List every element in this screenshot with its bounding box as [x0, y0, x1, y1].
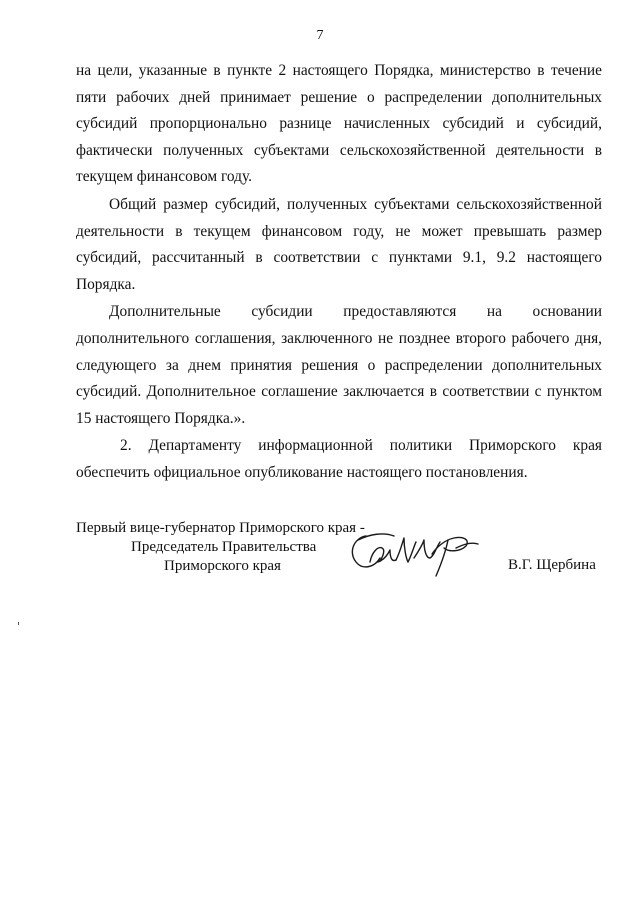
- paragraph-total-subsidy: Общий размер субсидий, полученных субъектами сельскохозяйственной деятельности в текущем финансовом году, не может превышать размер субсидий, рассчитанный в соответствии с пунктами 9.1, 9.2 настоящего Порядка.: [76, 195, 602, 293]
- signer-title-line-2: Председатель Правительства: [131, 539, 317, 555]
- document-body: [76, 58, 602, 488]
- signer-name: В.Г. Щербина: [508, 557, 596, 573]
- paragraph-publication-order: 2. Департаменту информационной политики Приморского края обеспечить официальное опубликование настоящего постановления.: [76, 437, 602, 481]
- page-number: 7: [316, 28, 324, 43]
- signer-title-line-1: Первый вице-губернатор Приморского края -: [76, 520, 365, 536]
- handwritten-signature: [344, 518, 494, 580]
- signer-title-line-3: Приморского края: [164, 558, 281, 574]
- paragraph-additional-subsidy: Дополнительные субсидии предоставляются на основании дополнительного соглашения, заключенного не позднее второго рабочего дня, следующего за днем принятия решения о распределении дополнительных субсидий. Дополнительное соглашение заключается в соответствии с пунктом 15 настоящего Порядка.».: [76, 303, 602, 427]
- paragraph-continuation: на цели, указанные в пункте 2 настоящего Порядка, министерство в течение пяти рабочих дней принимает решение о распределении дополнительных субсидий пропорционально разнице начисленных субсидий и субсидий, фактически полученных субъектами сельскохозяйственной деятельности в текущем финансовом году.: [76, 62, 602, 186]
- signature-block: [76, 518, 602, 588]
- margin-mark: [18, 622, 19, 625]
